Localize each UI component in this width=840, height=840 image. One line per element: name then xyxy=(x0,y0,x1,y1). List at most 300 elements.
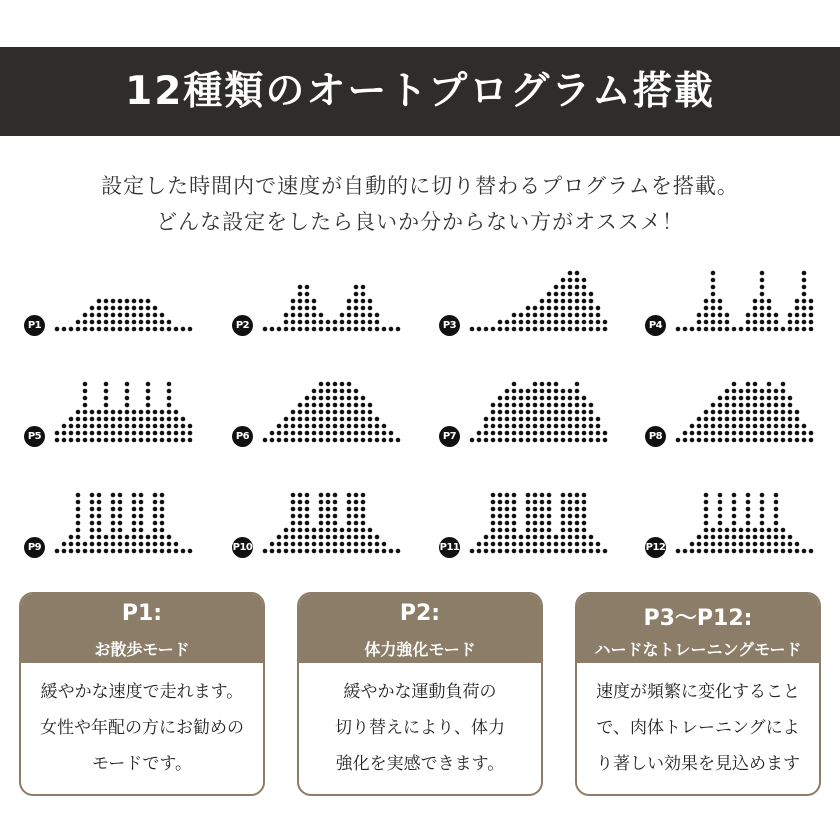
program-level-dot xyxy=(568,424,573,429)
program-level-dot xyxy=(319,389,324,394)
program-level-dot xyxy=(505,424,510,429)
program-level-dot xyxy=(361,396,366,401)
program-level-dot xyxy=(746,438,751,443)
program-level-dot xyxy=(753,389,758,394)
program-level-dot xyxy=(111,514,116,519)
program-level-dot xyxy=(526,500,531,505)
program-level-dot xyxy=(354,306,359,311)
program-level-dot xyxy=(760,327,765,332)
program-level-dot xyxy=(767,389,772,394)
program-level-dot xyxy=(319,410,324,415)
program-level-dot xyxy=(704,507,709,512)
program-level-dot xyxy=(146,403,151,408)
program-level-dot xyxy=(83,313,88,318)
program-level-dot xyxy=(802,285,807,290)
program-level-dot xyxy=(582,313,587,318)
program-level-dot xyxy=(333,410,338,415)
program-level-dot xyxy=(305,396,310,401)
program-level-dot xyxy=(270,542,275,547)
program-level-dot xyxy=(284,424,289,429)
program-level-dot xyxy=(589,410,594,415)
program-level-dot xyxy=(125,320,130,325)
program-level-dot xyxy=(781,327,786,332)
program-level-dot xyxy=(725,424,730,429)
program-level-dot xyxy=(354,299,359,304)
program-level-dot xyxy=(361,507,366,512)
program-level-dot xyxy=(753,424,758,429)
program-level-dot xyxy=(125,542,130,547)
program-level-dot xyxy=(547,396,552,401)
program-badge: P3 xyxy=(439,315,460,336)
program-level-dot xyxy=(512,500,517,505)
program-level-dot xyxy=(83,410,88,415)
program-level-dot xyxy=(83,438,88,443)
program-level-dot xyxy=(760,500,765,505)
program-level-dot xyxy=(746,542,751,547)
program-level-dot xyxy=(354,528,359,533)
program-level-dot xyxy=(188,438,193,443)
program-level-dot xyxy=(263,327,268,332)
program-level-dot xyxy=(704,528,709,533)
program-level-dot xyxy=(505,431,510,436)
program-level-dot xyxy=(298,403,303,408)
program-level-dot xyxy=(139,438,144,443)
program-level-dot xyxy=(718,514,723,519)
program-level-dot xyxy=(333,431,338,436)
program-level-dot xyxy=(291,417,296,422)
program-level-dot xyxy=(732,431,737,436)
program-level-dot xyxy=(312,306,317,311)
program-level-dot xyxy=(697,431,702,436)
program-level-dot xyxy=(760,278,765,283)
program-level-dot xyxy=(575,382,580,387)
program-level-dot xyxy=(160,514,165,519)
program-level-dot xyxy=(118,514,123,519)
program-level-dot xyxy=(554,396,559,401)
program-level-dot xyxy=(153,549,158,554)
program-level-dot xyxy=(533,313,538,318)
program-level-dot xyxy=(739,431,744,436)
program-level-dot xyxy=(291,535,296,540)
program-level-dot xyxy=(568,542,573,547)
program-level-dot xyxy=(69,417,74,422)
program-level-dot xyxy=(368,299,373,304)
program-level-dot xyxy=(55,431,60,436)
program-level-dot xyxy=(305,528,310,533)
program-level-dot xyxy=(312,438,317,443)
program-level-dot xyxy=(547,514,552,519)
program-level-dot xyxy=(732,389,737,394)
program-level-dot xyxy=(118,528,123,533)
program-level-dot xyxy=(368,431,373,436)
program-level-dot xyxy=(167,542,172,547)
program-level-dot xyxy=(711,285,716,290)
program-level-dot xyxy=(139,507,144,512)
program-dot-graph xyxy=(24,480,214,560)
program-level-dot xyxy=(319,514,324,519)
program-level-dot xyxy=(146,396,151,401)
program-level-dot xyxy=(561,327,566,332)
program-level-dot xyxy=(512,327,517,332)
program-level-dot xyxy=(111,438,116,443)
program-level-dot xyxy=(312,410,317,415)
program-level-dot xyxy=(83,320,88,325)
program-level-dot xyxy=(326,521,331,526)
program-level-dot xyxy=(774,542,779,547)
program-level-dot xyxy=(298,493,303,498)
program-level-dot xyxy=(774,410,779,415)
program-level-dot xyxy=(491,549,496,554)
program-level-dot xyxy=(561,389,566,394)
program-level-dot xyxy=(540,313,545,318)
program-dot-graph xyxy=(24,258,214,338)
program-level-dot xyxy=(354,410,359,415)
program-level-dot xyxy=(277,542,282,547)
program-level-dot xyxy=(718,500,723,505)
program-level-dot xyxy=(491,521,496,526)
program-level-dot xyxy=(312,313,317,318)
program-level-dot xyxy=(547,549,552,554)
program-level-dot xyxy=(512,424,517,429)
program-level-dot xyxy=(76,410,81,415)
program-badge: P5 xyxy=(24,426,45,447)
program-level-dot xyxy=(561,424,566,429)
program-level-dot xyxy=(575,542,580,547)
program-level-dot xyxy=(125,327,130,332)
program-level-dot xyxy=(753,528,758,533)
program-level-dot xyxy=(774,417,779,422)
program-level-dot xyxy=(90,514,95,519)
program-level-dot xyxy=(111,493,116,498)
program-level-dot xyxy=(277,535,282,540)
program-level-dot xyxy=(547,327,552,332)
program-level-dot xyxy=(582,285,587,290)
program-level-dot xyxy=(795,424,800,429)
program-level-dot xyxy=(277,438,282,443)
program-level-dot xyxy=(139,542,144,547)
program-level-dot xyxy=(512,507,517,512)
program-p4 xyxy=(645,258,835,338)
program-level-dot xyxy=(781,549,786,554)
program-level-dot xyxy=(498,327,503,332)
program-level-dot xyxy=(802,424,807,429)
program-level-dot xyxy=(484,549,489,554)
program-level-dot xyxy=(69,438,74,443)
program-level-dot xyxy=(153,438,158,443)
program-dot-graph xyxy=(645,369,835,449)
program-level-dot xyxy=(125,549,130,554)
program-level-dot xyxy=(809,438,814,443)
program-level-dot xyxy=(512,403,517,408)
program-level-dot xyxy=(512,431,517,436)
program-level-dot xyxy=(718,306,723,311)
program-level-dot xyxy=(781,542,786,547)
program-level-dot xyxy=(526,417,531,422)
program-level-dot xyxy=(554,431,559,436)
program-level-dot xyxy=(526,514,531,519)
program-level-dot xyxy=(547,306,552,311)
program-level-dot xyxy=(83,431,88,436)
program-level-dot xyxy=(533,493,538,498)
program-level-dot xyxy=(76,549,81,554)
program-level-dot xyxy=(739,535,744,540)
program-level-dot xyxy=(146,306,151,311)
program-level-dot xyxy=(125,424,130,429)
program-level-dot xyxy=(774,403,779,408)
program-level-dot xyxy=(746,507,751,512)
program-level-dot xyxy=(291,521,296,526)
program-level-dot xyxy=(90,521,95,526)
program-level-dot xyxy=(111,313,116,318)
program-level-dot xyxy=(382,549,387,554)
program-level-dot xyxy=(62,431,67,436)
program-level-dot xyxy=(146,535,151,540)
program-level-dot xyxy=(711,542,716,547)
program-level-dot xyxy=(690,327,695,332)
program-level-dot xyxy=(582,438,587,443)
program-level-dot xyxy=(181,438,186,443)
program-level-dot xyxy=(809,306,814,311)
program-level-dot xyxy=(118,535,123,540)
program-level-dot xyxy=(718,549,723,554)
program-level-dot xyxy=(375,313,380,318)
program-level-dot xyxy=(760,507,765,512)
program-level-dot xyxy=(305,285,310,290)
program-level-dot xyxy=(118,410,123,415)
program-level-dot xyxy=(298,313,303,318)
program-level-dot xyxy=(767,438,772,443)
program-level-dot xyxy=(118,542,123,547)
program-level-dot xyxy=(505,521,510,526)
program-level-dot xyxy=(354,431,359,436)
program-level-dot xyxy=(125,535,130,540)
program-level-dot xyxy=(519,417,524,422)
program-level-dot xyxy=(561,549,566,554)
program-level-dot xyxy=(575,493,580,498)
program-level-dot xyxy=(312,549,317,554)
program-level-dot xyxy=(153,431,158,436)
program-level-dot xyxy=(298,424,303,429)
program-level-dot xyxy=(354,403,359,408)
program-level-dot xyxy=(739,528,744,533)
program-level-dot xyxy=(298,299,303,304)
program-level-dot xyxy=(582,521,587,526)
program-level-dot xyxy=(753,313,758,318)
program-level-dot xyxy=(561,542,566,547)
program-level-dot xyxy=(305,417,310,422)
program-level-dot xyxy=(554,542,559,547)
program-level-dot xyxy=(69,542,74,547)
program-level-dot xyxy=(732,500,737,505)
program-level-dot xyxy=(575,313,580,318)
program-level-dot xyxy=(690,431,695,436)
program-level-dot xyxy=(568,431,573,436)
program-level-dot xyxy=(505,389,510,394)
program-level-dot xyxy=(519,542,524,547)
program-level-dot xyxy=(361,327,366,332)
program-level-dot xyxy=(298,521,303,526)
program-level-dot xyxy=(732,327,737,332)
program-level-dot xyxy=(153,521,158,526)
program-level-dot xyxy=(760,549,765,554)
card-text-line: 切り替えにより、体力 xyxy=(335,718,505,738)
program-level-dot xyxy=(505,535,510,540)
program-level-dot xyxy=(526,521,531,526)
mode-card-p1 xyxy=(19,592,265,796)
program-level-dot xyxy=(498,410,503,415)
program-level-dot xyxy=(111,417,116,422)
card-body xyxy=(21,674,263,782)
program-level-dot xyxy=(69,431,74,436)
program-level-dot xyxy=(561,528,566,533)
program-level-dot xyxy=(774,549,779,554)
program-level-dot xyxy=(90,313,95,318)
program-level-dot xyxy=(753,396,758,401)
program-level-dot xyxy=(575,271,580,276)
program-level-dot xyxy=(540,424,545,429)
program-level-dot xyxy=(305,403,310,408)
card-text-line: 緩やかな運動負荷の xyxy=(343,682,497,702)
program-level-dot xyxy=(125,417,130,422)
program-level-dot xyxy=(519,396,524,401)
program-level-dot xyxy=(354,389,359,394)
program-level-dot xyxy=(547,438,552,443)
program-level-dot xyxy=(697,549,702,554)
program-level-dot xyxy=(505,396,510,401)
program-level-dot xyxy=(568,320,573,325)
program-level-dot xyxy=(568,389,573,394)
program-level-dot xyxy=(118,327,123,332)
program-level-dot xyxy=(326,535,331,540)
program-level-dot xyxy=(90,417,95,422)
program-level-dot xyxy=(312,389,317,394)
program-level-dot xyxy=(718,507,723,512)
program-level-dot xyxy=(568,417,573,422)
program-level-dot xyxy=(333,327,338,332)
program-level-dot xyxy=(491,327,496,332)
program-level-dot xyxy=(718,528,723,533)
program-level-dot xyxy=(368,306,373,311)
program-level-dot xyxy=(753,327,758,332)
program-level-dot xyxy=(739,438,744,443)
page-title: 12種類のオートプログラム搭載 xyxy=(125,69,715,114)
program-level-dot xyxy=(704,549,709,554)
program-level-dot xyxy=(347,306,352,311)
program-level-dot xyxy=(732,549,737,554)
program-level-dot xyxy=(263,549,268,554)
program-level-dot xyxy=(725,528,730,533)
program-level-dot xyxy=(774,389,779,394)
program-level-dot xyxy=(582,320,587,325)
program-level-dot xyxy=(97,313,102,318)
program-level-dot xyxy=(568,528,573,533)
program-level-dot xyxy=(739,389,744,394)
program-level-dot xyxy=(760,320,765,325)
program-level-dot xyxy=(160,493,165,498)
program-level-dot xyxy=(505,542,510,547)
program-level-dot xyxy=(347,507,352,512)
program-level-dot xyxy=(160,535,165,540)
program-level-dot xyxy=(519,389,524,394)
program-level-dot xyxy=(575,424,580,429)
program-level-dot xyxy=(319,493,324,498)
program-level-dot xyxy=(347,327,352,332)
program-level-dot xyxy=(788,396,793,401)
program-level-dot xyxy=(90,431,95,436)
program-level-dot xyxy=(512,417,517,422)
program-level-dot xyxy=(389,327,394,332)
program-level-dot xyxy=(540,431,545,436)
program-level-dot xyxy=(554,285,559,290)
card-text-line: 速度が頻繁に変化すること xyxy=(596,682,800,702)
program-level-dot xyxy=(340,438,345,443)
program-level-dot xyxy=(760,417,765,422)
program-level-dot xyxy=(767,410,772,415)
program-level-dot xyxy=(104,327,109,332)
program-dot-graph xyxy=(439,258,629,338)
program-level-dot xyxy=(568,410,573,415)
program-level-dot xyxy=(575,292,580,297)
program-dot-graph xyxy=(24,369,214,449)
program-level-dot xyxy=(718,493,723,498)
program-level-dot xyxy=(589,542,594,547)
program-level-dot xyxy=(347,500,352,505)
program-level-dot xyxy=(568,521,573,526)
program-level-dot xyxy=(298,500,303,505)
program-level-dot xyxy=(298,410,303,415)
program-level-dot xyxy=(498,438,503,443)
program-level-dot xyxy=(512,410,517,415)
program-level-dot xyxy=(347,514,352,519)
program-level-dot xyxy=(83,417,88,422)
program-level-dot xyxy=(519,327,524,332)
program-level-dot xyxy=(396,438,401,443)
program-level-dot xyxy=(361,299,366,304)
program-level-dot xyxy=(354,327,359,332)
program-level-dot xyxy=(526,306,531,311)
program-level-dot xyxy=(809,327,814,332)
program-level-dot xyxy=(582,403,587,408)
program-level-dot xyxy=(312,403,317,408)
program-level-dot xyxy=(533,410,538,415)
program-level-dot xyxy=(512,389,517,394)
program-level-dot xyxy=(132,542,137,547)
program-level-dot xyxy=(718,327,723,332)
program-level-dot xyxy=(396,327,401,332)
program-level-dot xyxy=(809,549,814,554)
program-level-dot xyxy=(139,313,144,318)
program-level-dot xyxy=(746,389,751,394)
program-level-dot xyxy=(554,410,559,415)
program-level-dot xyxy=(774,521,779,526)
program-level-dot xyxy=(55,549,60,554)
program-level-dot xyxy=(582,278,587,283)
program-level-dot xyxy=(512,438,517,443)
program-level-dot xyxy=(526,410,531,415)
program-level-dot xyxy=(697,438,702,443)
program-level-dot xyxy=(167,327,172,332)
program-level-dot xyxy=(104,438,109,443)
program-level-dot xyxy=(284,417,289,422)
program-level-dot xyxy=(368,438,373,443)
program-level-dot xyxy=(340,389,345,394)
program-level-dot xyxy=(305,431,310,436)
program-level-dot xyxy=(97,320,102,325)
program-level-dot xyxy=(83,382,88,387)
program-level-dot xyxy=(305,424,310,429)
program-level-dot xyxy=(711,410,716,415)
program-level-dot xyxy=(291,431,296,436)
